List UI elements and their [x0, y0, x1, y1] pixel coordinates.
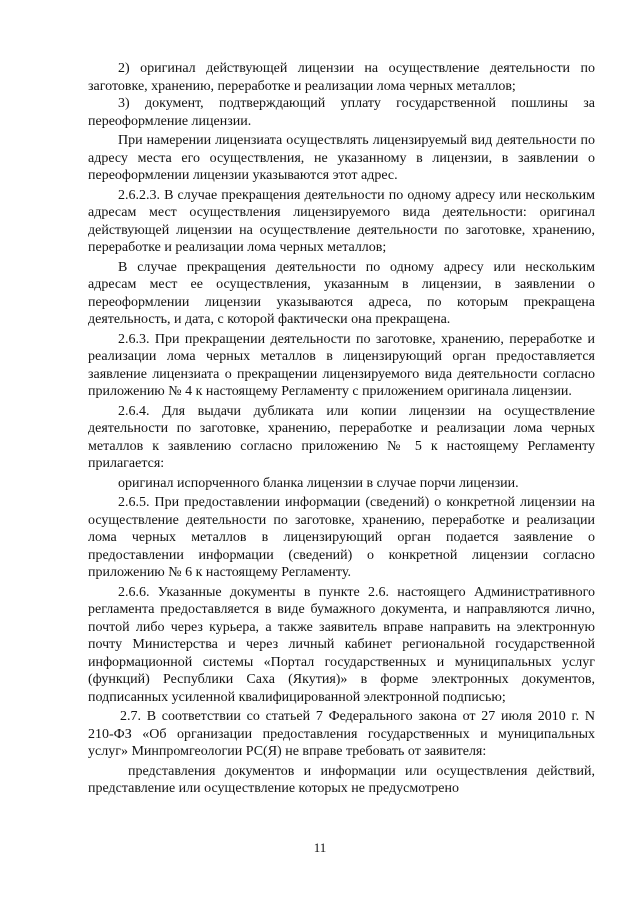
document-body [88, 60, 595, 798]
paragraph-2-6-6: 2.6.6. Указанные документы в пункте 2.6. настоящего Административного регламента предоставляется в виде бумажного документа, и направляются лично, почтой либо через курьера, а также заявитель вправе направить на электронную почту Министерства и через личный кабинет региональной государственной информационной системы «Портал государственных и муниципальных услуг (функций) Республики Саха (Якутия)» в форме электронных документов, подписанных усиленной квалифицированной электронной подписью; [88, 584, 595, 705]
paragraph-2-6-2-3: 2.6.2.3. В случае прекращения деятельности по одному адресу или нескольким адресам мест осуществления лицензируемого вида деятельности: оригинал действующей лицензии на осуществление деятельности по заготовке, хранению, переработке и реализации лома черных металлов; [88, 187, 595, 255]
paragraph-2-6-4: 2.6.4. Для выдачи дубликата или копии лицензии на осуществление деятельности по заготовке, хранению, переработке и реализации лома черных металлов к заявлению согласно приложению № 5 к настоящему Регламенту прилагается: [88, 403, 595, 471]
paragraph-item-2: 2) оригинал действующей лицензии на осуществление деятельности по заготовке, хранению, переработке и реализации лома черных металлов; [88, 61, 595, 94]
paragraph-documents-requirement: представления документов и информации или осуществления действий, представление или осуществление которых не предусмотрено [88, 763, 595, 796]
page-number: 11 [313, 840, 327, 855]
paragraph-2-7: 2.7. В соответствии со статьей 7 Федерального закона от 27 июля 2010 г. N 210-ФЗ «Об организации предоставления государственных и муниципальных услуг» Минпромгеологии РС(Я) не вправе требовать от заявителя: [88, 709, 595, 759]
paragraph-2-6-5: 2.6.5. При предоставлении информации (сведений) о конкретной лицензии на осуществление деятельности по заготовке, хранению, переработке и реализации лома черных металлов в лицензирующий орган подается заявление о предоставлении информации (сведений) о конкретной лицензии согласно приложению № 6 к настоящему Регламенту. [88, 495, 595, 580]
paragraph-new-address: При намерении лицензиата осуществлять лицензируемый вид деятельности по адресу места его осуществления, не указанному в лицензии, в заявлении о переоформлении лицензии указываются этот адрес. [88, 133, 595, 183]
paragraph-original-damaged-form: оригинал испорченного бланка лицензии в случае порчи лицензии. [118, 475, 519, 491]
paragraph-termination-addresses: В случае прекращения деятельности по одному адресу или нескольким адресам мест ее осуществления, указанным в лицензии, в заявлении о переоформлении лицензии указываются адреса, по которым прекращена деятельность, и дата, с которой фактически она прекращена. [88, 259, 595, 327]
paragraph-2-6-3: 2.6.3. При прекращении деятельности по заготовке, хранению, переработке и реализации лома черных металлов в лицензирующий орган предоставляется заявление лицензиата о прекращении лицензируемого вида деятельности согласно приложению № 4 к настоящему Регламенту с приложением оригинала лицензии. [88, 331, 595, 399]
paragraph-item-3: 3) документ, подтверждающий уплату государственной пошлины за переоформление лицензии. [88, 96, 595, 129]
